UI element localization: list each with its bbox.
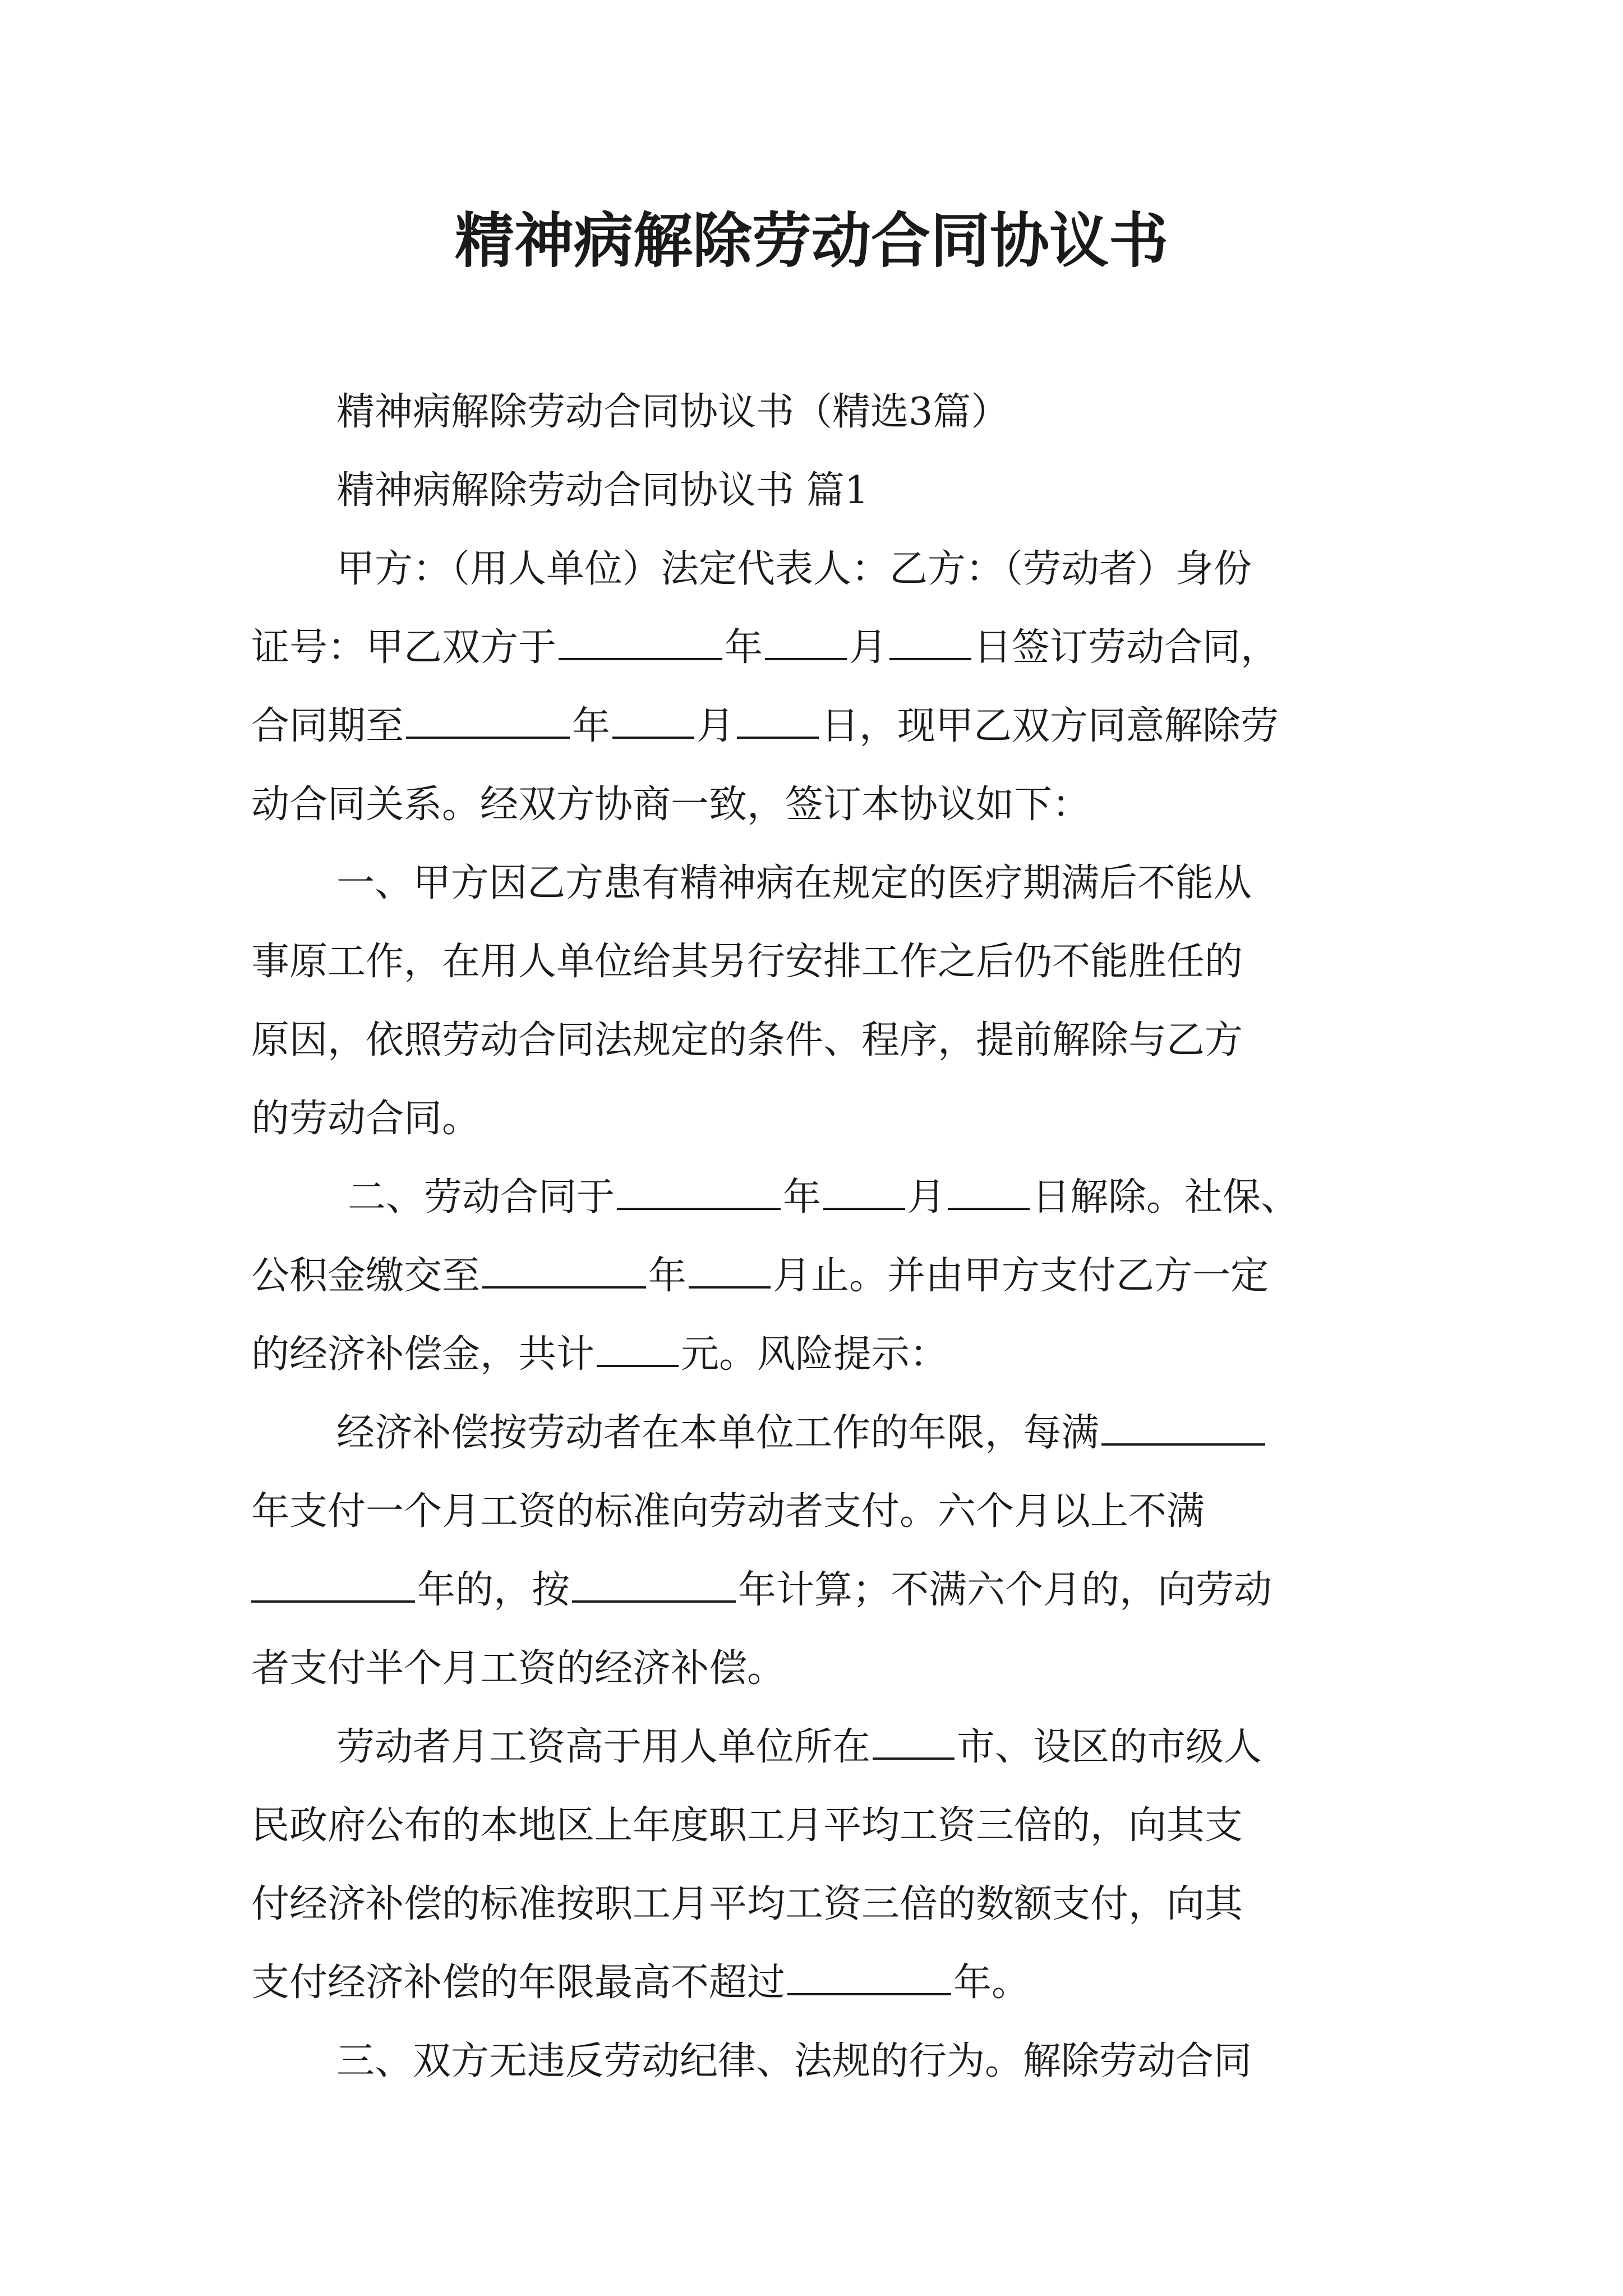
subtitle: 精神病解除劳动合同协议书（精选3篇） (336, 390, 1009, 434)
paragraph-line: 付经济补偿的标准按职工月平均工资三倍的数额支付，向其 (251, 1882, 1243, 1926)
fill-in-blank (737, 702, 819, 739)
paragraph-line: 民政府公布的本地区上年度职工月平均工资三倍的，向其支 (251, 1803, 1243, 1848)
fill-in-blank (482, 1251, 646, 1289)
text-segment: 证号：甲乙双方于 (251, 625, 557, 670)
fill-in-blank (617, 1173, 781, 1210)
text-segment: 月 (907, 1175, 946, 1220)
text-segment: 年 (783, 1175, 822, 1220)
text-segment: 年 (648, 1254, 687, 1298)
paragraph-line (251, 1329, 948, 1380)
text-segment: 公积金缴交至 (251, 1254, 481, 1298)
fill-in-blank (948, 1173, 1030, 1210)
text-segment: 年 (725, 625, 763, 670)
paragraph-line: 事原工作，在用人单位给其另行安排工作之后仍不能胜任的 (251, 940, 1243, 984)
paragraph-line: 甲方：（用人单位）法定代表人：乙方：（劳动者）身份 (336, 547, 1252, 591)
fill-in-blank (251, 1566, 415, 1603)
text-segment: 日解除。社保、 (1032, 1175, 1299, 1220)
fill-in-blank (689, 1251, 771, 1289)
fill-in-blank (559, 623, 722, 660)
text-segment: 市、设区的市级人 (957, 1725, 1262, 1769)
document-title: 精神病解除劳动合同协议书 (455, 206, 1168, 275)
paragraph-line: 者支付半个月工资的经济补偿。 (251, 1646, 786, 1691)
paragraph-line: 动合同关系。经双方协商一致，签订本协议如下： (251, 783, 1091, 827)
paragraph-line: 三、双方无违反劳动纪律、法规的行为。解除劳动合同 (336, 2039, 1252, 2083)
text-segment: 年。 (953, 1961, 1030, 2005)
paragraph-line (251, 1565, 1272, 1616)
fill-in-blank (597, 1330, 679, 1367)
fill-in-blank (406, 702, 570, 739)
paragraph-line (251, 623, 1279, 673)
fill-in-blank (1101, 1409, 1265, 1446)
paragraph-line: 年支付一个月工资的标准向劳动者支付。六个月以上不满 (251, 1489, 1205, 1534)
paragraph-line (251, 1958, 1030, 2008)
text-segment: 合同期至 (251, 704, 404, 748)
text-segment: 年计算；不满六个月的，向劳动 (738, 1568, 1272, 1612)
paragraph-line (336, 1408, 1267, 1458)
text-segment: 日，现甲乙双方同意解除劳 (821, 704, 1279, 748)
fill-in-blank (572, 1566, 736, 1603)
paragraph-line: 原因，依照劳动合同法规定的条件、程序，提前解除与乙方 (251, 1018, 1243, 1062)
text-segment: 日签订劳动合同， (974, 625, 1279, 670)
text-segment: 经济补偿按劳动者在本单位工作的年限，每满 (336, 1411, 1100, 1455)
section-heading: 精神病解除劳动合同协议书 篇1 (336, 468, 869, 513)
paragraph-line: 一、甲方因乙方患有精神病在规定的医疗期满后不能从 (336, 861, 1252, 905)
text-segment: 元。风险提示： (681, 1332, 948, 1377)
fill-in-blank (612, 702, 694, 739)
text-segment: 劳动者月工资高于用人单位所在 (336, 1725, 871, 1769)
paragraph-line (336, 1722, 1262, 1773)
fill-in-blank (823, 1173, 905, 1210)
text-segment: 二、劳动合同于 (348, 1175, 615, 1220)
text-segment: 支付经济补偿的年限最高不超过 (251, 1961, 786, 2005)
paragraph-line (251, 1251, 1269, 1301)
text-segment: 年 (572, 704, 611, 748)
fill-in-blank (765, 623, 847, 660)
text-segment: 年的，按 (417, 1568, 570, 1612)
fill-in-blank (889, 623, 971, 660)
text-segment: 月止。并由甲方支付乙方一定 (773, 1254, 1269, 1298)
text-segment: 月 (849, 625, 888, 670)
paragraph-line (348, 1172, 1299, 1223)
paragraph-line: 的劳动合同。 (251, 1097, 481, 1141)
fill-in-blank (787, 1958, 951, 1995)
text-segment: 的经济补偿金，共计 (251, 1332, 595, 1377)
fill-in-blank (873, 1723, 955, 1760)
text-segment: 月 (697, 704, 735, 748)
paragraph-line (251, 701, 1279, 752)
